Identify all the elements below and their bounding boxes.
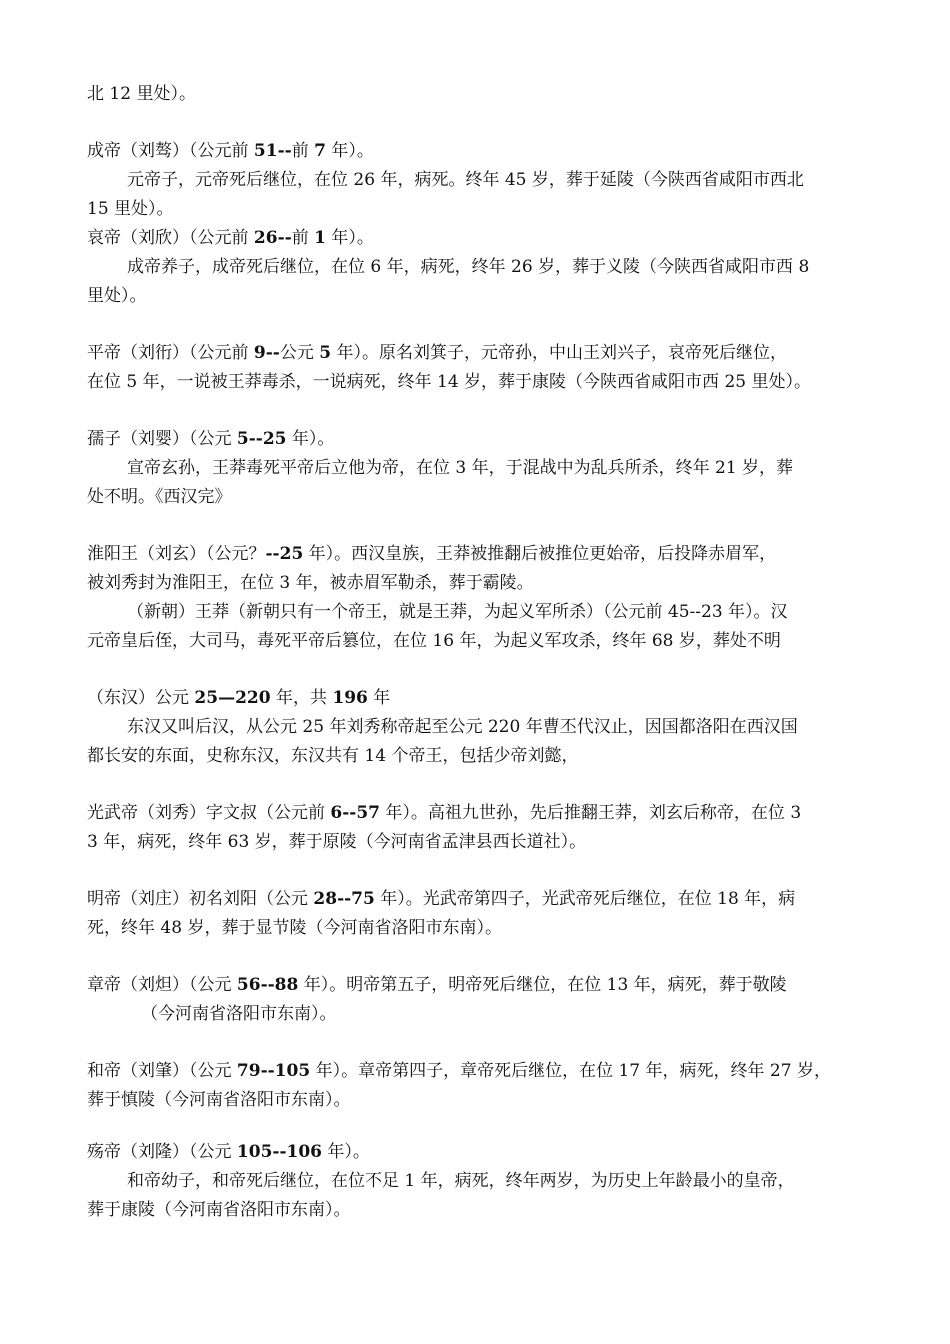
text-line: 被刘秀封为淮阳王，在位 3 年，被赤眉军勒杀，葬于霸陵。 xyxy=(87,573,534,593)
text-line: 在位 5 年，一说被王莽毒杀，一说病死，终年 14 岁，葬于康陵（今陕西省咸阳市西 25 里处）。 xyxy=(87,372,812,392)
text-line: 元帝子，元帝死后继位，在位 26 年，病死。终年 45 岁，葬于延陵（今陕西省咸阳市西北 xyxy=(127,170,804,190)
text-line: 葬于康陵（今河南省洛阳市东南）。 xyxy=(87,1200,351,1220)
emperor-heading: 哀帝（刘欣）（公元前 26--前 1 年）。 xyxy=(87,228,374,248)
emperor-heading: 光武帝（刘秀）字文叔（公元前 6--57 年）。高祖九世孙，先后推翻王莽，刘玄后称帝，在位 3 xyxy=(87,803,802,823)
text-line: 东汉又叫后汉，从公元 25 年刘秀称帝起至公元 220 年曹丕代汉止，因国都洛阳在西汉国 xyxy=(127,717,798,737)
text-line: 3 年，病死，终年 63 岁，葬于原陵（今河南省孟津县西长道社）。 xyxy=(87,832,587,852)
text-line: 成帝养子，成帝死后继位，在位 6 年，病死，终年 26 岁，葬于义陵（今陕西省咸阳市西 8 xyxy=(127,257,810,277)
text-line: 死，终年 48 岁，葬于显节陵（今河南省洛阳市东南）。 xyxy=(87,918,502,938)
emperor-heading: 孺子（刘婴）（公元 5--25 年）。 xyxy=(87,429,335,449)
text-line: 和帝幼子，和帝死后继位，在位不足 1 年，病死，终年两岁，为历史上年龄最小的皇帝， xyxy=(127,1171,795,1191)
text-line: 北 12 里处）。 xyxy=(87,84,196,104)
text-line: 都长安的东面，史称东汉，东汉共有 14 个帝王，包括少帝刘懿， xyxy=(87,746,579,766)
emperor-heading: 成帝（刘骜）（公元前 51--前 7 年）。 xyxy=(87,141,374,161)
emperor-heading: 章帝（刘炟）（公元 56--88 年）。明帝第五子，明帝死后继位，在位 13 年，病死，葬于敬陵 xyxy=(87,975,787,995)
text-line: 15 里处）。 xyxy=(87,199,174,219)
emperor-heading: 淮阳王（刘玄）（公元？--25 年）。西汉皇族，王莽被推翻后被推位更始帝，后投降赤眉军， xyxy=(87,544,777,564)
emperor-heading: 平帝（刘衎）（公元前 9--公元 5 年）。原名刘箕子，元帝孙，中山王刘兴子，哀帝死后继位， xyxy=(87,343,788,363)
text-line: （今河南省洛阳市东南）。 xyxy=(141,1004,337,1024)
emperor-heading: 明帝（刘庄）初名刘阳（公元 28--75 年）。光武帝第四子，光武帝死后继位，在位 18 年，病 xyxy=(87,889,796,909)
text-line: （新朝）王莽（新朝只有一个帝王，就是王莽，为起义军所杀）（公元前 45--23 年）。汉 xyxy=(127,602,788,622)
text-line: 里处）。 xyxy=(87,286,147,306)
emperor-heading: 和帝（刘肇）（公元 79--105 年）。章帝第四子，章帝死后继位，在位 17 年，病死，终年 27 岁， xyxy=(87,1061,831,1081)
emperor-heading: 殇帝（刘隆）（公元 105--106 年）。 xyxy=(87,1142,370,1162)
dynasty-heading: （东汉）公元 25—220 年，共 196 年 xyxy=(87,688,391,708)
text-line: 元帝皇后侄，大司马，毒死平帝后篡位，在位 16 年，为起义军攻杀，终年 68 岁，葬处不明 xyxy=(87,631,781,651)
text-line: 葬于慎陵（今河南省洛阳市东南）。 xyxy=(87,1090,351,1110)
text-line: 宣帝玄孙，王莽毒死平帝后立他为帝，在位 3 年，于混战中为乱兵所杀，终年 21 岁，葬 xyxy=(127,458,794,478)
text-line: 处不明。《西汉完》 xyxy=(87,487,232,507)
